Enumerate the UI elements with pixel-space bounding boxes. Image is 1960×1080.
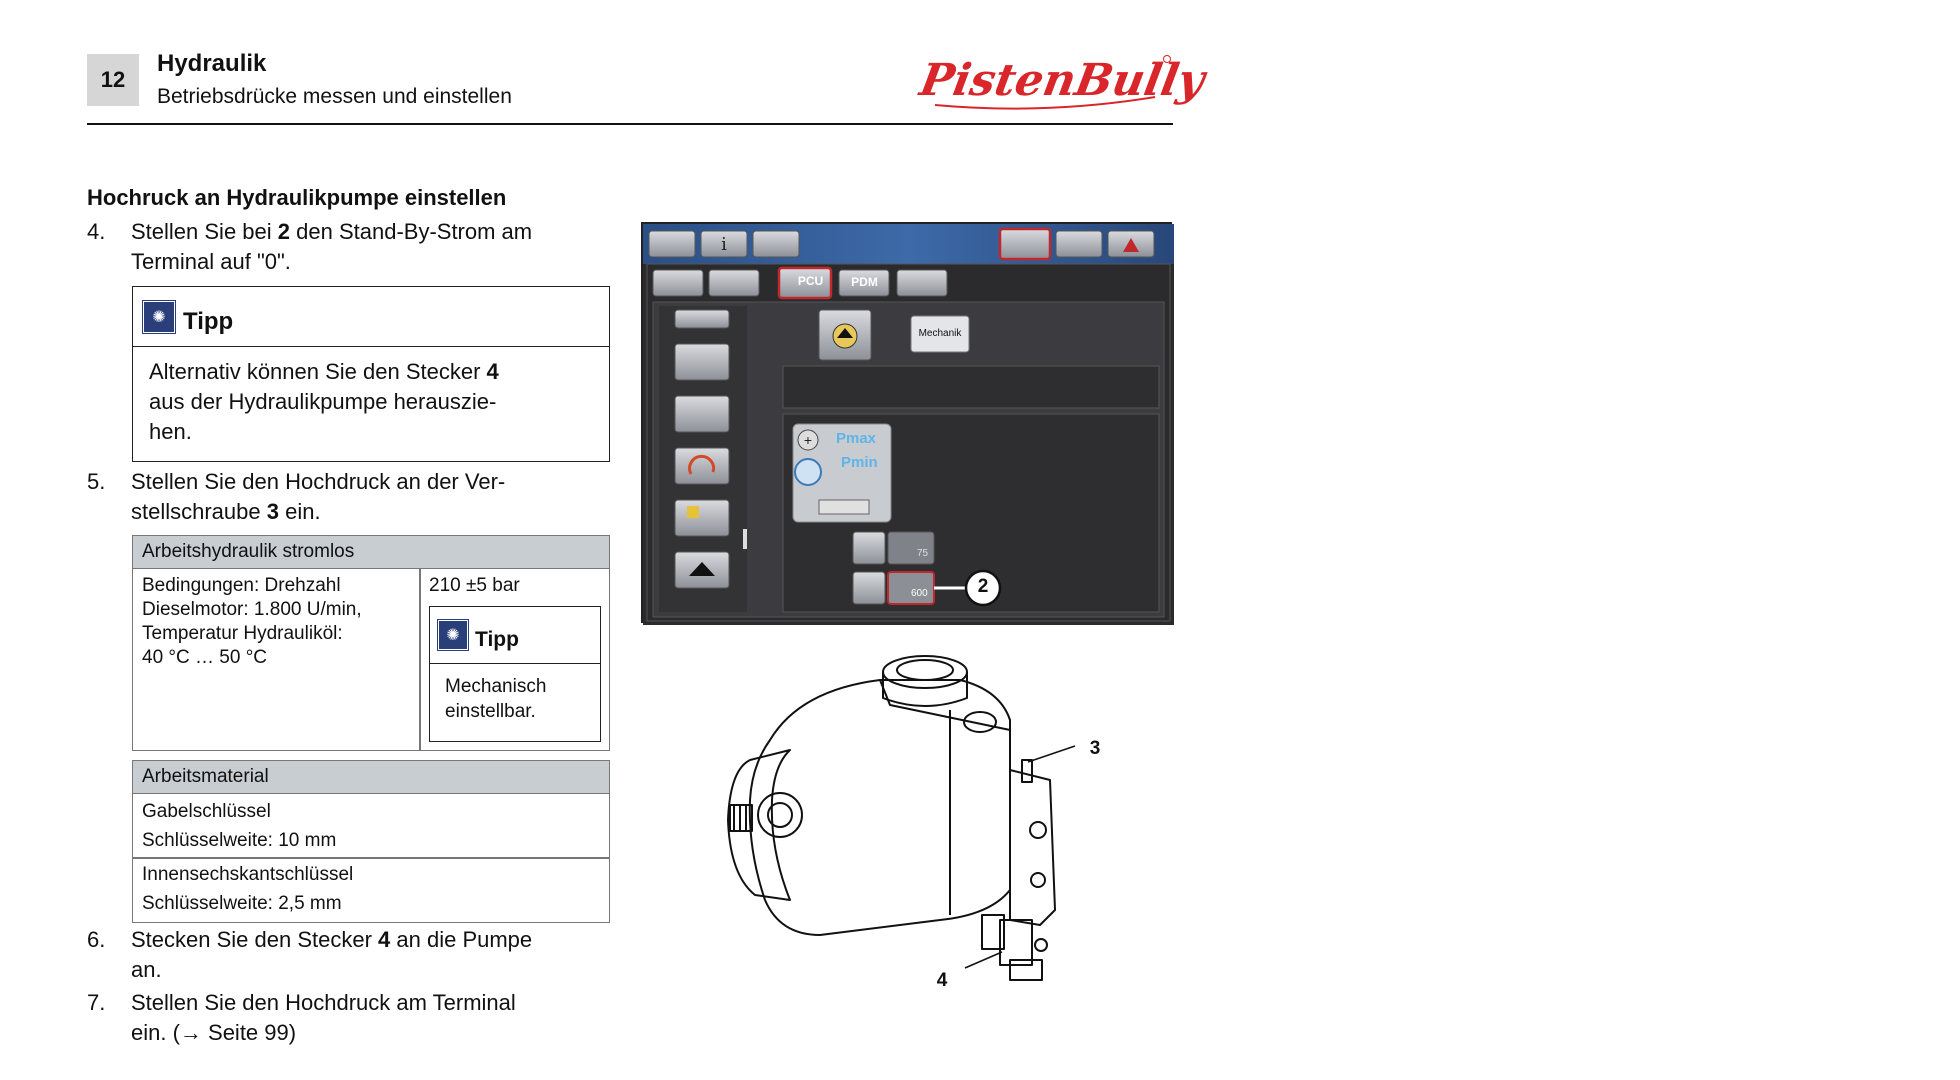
- step-text: Stellen Sie bei 2 den Stand-By-Strom am Terminal auf "0".: [131, 219, 533, 274]
- value-field[interactable]: 75: [917, 548, 929, 559]
- tip-label: Tipp: [183, 307, 234, 335]
- chapter-number: 12: [87, 54, 139, 106]
- step-number: 4.: [87, 219, 106, 244]
- step-6: [87, 925, 607, 985]
- step-number: 7.: [87, 990, 106, 1015]
- callout-2: 2: [977, 576, 989, 597]
- section-title: Hochruck an Hydraulikpumpe einstellen: [87, 185, 507, 210]
- pistenbully-logo: [916, 45, 1209, 120]
- work-material-table: [132, 760, 610, 923]
- pressure-value: 210 ±5 bar: [429, 575, 520, 596]
- tip-box: [132, 286, 610, 462]
- header-rule: [87, 123, 1173, 125]
- table-divider: [419, 569, 421, 750]
- tab-pcu[interactable]: PCU: [797, 274, 824, 288]
- tip-header: [430, 607, 600, 664]
- tab-pdm[interactable]: PDM: [851, 275, 878, 289]
- chapter-title: Hydraulik: [157, 50, 267, 77]
- tip-text: Alternativ können Sie den Stecker 4 aus der Hydraulikpumpe herauszie- hen.: [149, 359, 499, 444]
- step-text: Stellen Sie den Hochdruck am Terminal ein. (→ Seite 99): [131, 990, 516, 1045]
- table-header: Arbeitsmaterial: [133, 761, 609, 794]
- step-4: [87, 217, 607, 277]
- mechanik-button[interactable]: Mechanik: [918, 328, 962, 339]
- standby-current-field[interactable]: 600: [911, 588, 928, 599]
- step-text: Stellen Sie den Hochdruck an der Ver- stellschraube 3 ein.: [131, 469, 506, 524]
- table-row: Gabelschlüssel Schlüsselweite: 10 mm: [142, 801, 337, 851]
- svg-text:i: i: [721, 234, 727, 255]
- tip-text: Mechanisch einstellbar.: [445, 676, 547, 722]
- step-number: 6.: [87, 927, 106, 952]
- lightbulb-icon: ✺: [143, 301, 175, 333]
- table-row: Innensechskantschlüssel Schlüsselweite: 2,5 mm: [142, 864, 354, 914]
- step-number: 5.: [87, 469, 106, 494]
- conditions-cell: Bedingungen: Drehzahl Dieselmotor: 1.800 U/min, Temperatur Hydrauliköl: 40 °C … 50 °C: [142, 575, 362, 668]
- lightbulb-icon: ✺: [438, 620, 468, 650]
- pmax-label: Pmax: [836, 430, 877, 447]
- operating-conditions-table: [132, 535, 610, 751]
- step-text: Stecken Sie den Stecker 4 an die Pumpe an.: [131, 927, 533, 982]
- tip-box: [429, 606, 601, 742]
- hydraulic-pump-drawing: [710, 650, 1130, 995]
- callout-3: 3: [1089, 738, 1101, 759]
- terminal-graphic: [643, 224, 1174, 625]
- table-header: Arbeitshydraulik stromlos: [133, 536, 609, 569]
- step-7: [87, 988, 607, 1048]
- logo-text: PistenBully: [916, 54, 1209, 106]
- terminal-screenshot: [641, 222, 1172, 623]
- svg-text:+: +: [803, 432, 813, 448]
- pmin-label: Pmin: [841, 454, 878, 471]
- chapter-subtitle: Betriebsdrücke messen und einstellen: [157, 85, 512, 108]
- tip-label: Tipp: [475, 628, 519, 651]
- callout-4: 4: [936, 970, 948, 991]
- tip-header: [133, 287, 609, 347]
- step-5: [87, 467, 607, 527]
- row-divider: [133, 857, 609, 859]
